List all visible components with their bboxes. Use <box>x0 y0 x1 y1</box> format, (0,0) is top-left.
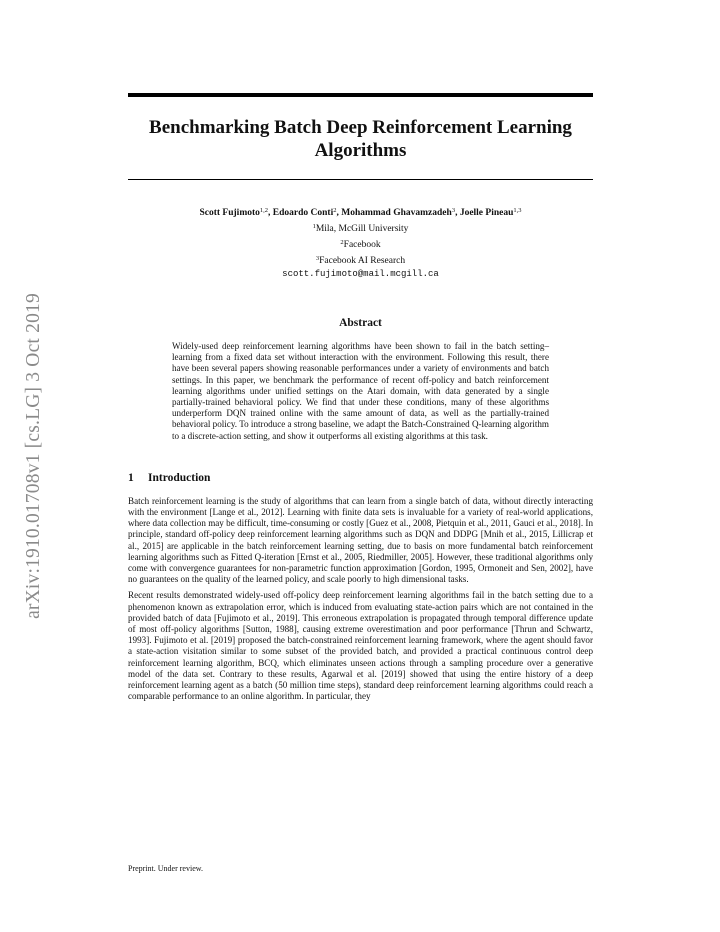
section-heading-introduction <box>128 472 593 484</box>
author-name: Scott Fujimoto <box>199 208 260 218</box>
arxiv-identifier-text: arXiv:1910.01708v1 [cs.LG] 3 Oct 2019 <box>23 293 45 619</box>
title-top-rule <box>128 93 593 97</box>
author-name: Edoardo Conti <box>272 208 334 218</box>
arxiv-identifier-stamp <box>20 256 48 656</box>
affiliation-line <box>128 220 593 236</box>
author-affiliation-marker: 1,2 <box>259 207 269 214</box>
author-affiliation-marker: 1,3 <box>513 207 522 214</box>
abstract-heading: Abstract <box>339 317 382 329</box>
author-block <box>128 204 593 281</box>
section-number: 1 <box>128 471 134 484</box>
paper-page <box>128 93 593 702</box>
title-bottom-rule <box>128 179 593 180</box>
preprint-footer: Preprint. Under review. <box>128 864 204 873</box>
affiliation-marker: 1 <box>312 223 316 230</box>
author-name: Joelle Pineau <box>459 208 514 218</box>
affiliation-marker: 3 <box>315 255 320 262</box>
affiliation-line <box>128 236 593 252</box>
author-affiliation-marker: 3 <box>451 207 456 214</box>
body-paragraph: Batch reinforcement learning is the study of algorithms that can learn from a single batch of data, without directly interacting with the environment [Lange et al., 2012]. Learning with finite data sets is invaluable for a variety of real-world applications, where data collection may be difficult, time-consuming or costly [Guez et al., 2008, Pietquin et al., 2011, Gauci et al., 2018]. In principle, standard off-policy deep reinforcement learning algorithms such as DQN and DDPG [Mnih et al., 2015, Lillicrap et al., 2015] are applicable in the batch reinforcement learning setting, due to basis on more fundamental batch reinforcement learning algorithms such as Fitted Q-iteration [Ernst et al., 2005, Riedmiller, 2005]. However, these traditional algorithms only come with convergence guarantees for non-parametric function approximation [Gordon, 1995, Ormoneit and Sen, 2002], have no guarantees on the quality of the learned policy, and scale poorly to high dimensional tasks. <box>128 495 593 585</box>
section-title: Introduction <box>148 471 211 484</box>
affiliation-line <box>128 252 593 268</box>
affiliation-text: Facebook <box>343 240 381 250</box>
abstract-text: Widely-used deep reinforcement learning algorithms have been shown to fail in the batch setting–learning from a fixed data set without interaction with the environment. Following this result, there have been several papers showing reasonable performances under a variety of environments and batch settings. In this paper, we benchmark the performance of recent off-policy and batch reinforcement learning algorithms under unified settings on the Atari domain, with data generated by a single partially-trained behavioral policy. We find that under these conditions, many of these algorithms underperform DQN trained online with the same amount of data, as well as the partially-trained behavioral policy. To introduce a strong baseline, we adapt the Batch-Constrained Q-learning algorithm to a discrete-action setting, and show it outperforms all existing algorithms at this task. <box>172 341 549 441</box>
affiliation-text: Mila, McGill University <box>315 224 409 234</box>
author-affiliation-marker: 2 <box>333 207 337 214</box>
contact-email: scott.fujimoto@mail.mcgill.ca <box>282 269 439 279</box>
affiliation-text: Facebook AI Research <box>319 256 406 266</box>
author-name: Mohammad Ghavamzadeh <box>341 208 452 218</box>
author-list: Scott Fujimoto$^{1,2}$, Edoardo Conti$^2$, Mohammad Ghavamzadeh$^3$, Joelle Pineau$^{1,3}$ <box>199 207 522 218</box>
body-paragraph: Recent results demonstrated widely-used off-policy deep reinforcement learning algorithms fail in the batch setting due to a phenomenon known as extrapolation error, which is induced from evaluating state-action pairs which are not contained in the provided batch of data [Fujimoto et al., 2019]. This erroneous extrapolation is propagated through temporal difference update of most off-policy algorithms [Sutton, 1988], causing extreme overestimation and poor performance [Thrun and Schwartz, 1993]. Fujimoto et al. [2019] proposed the batch-constrained reinforcement learning framework, where the agent should favor a state-action visitation similar to some subset of the provided batch, and provided a practical continuous control deep reinforcement learning algorithm, BCQ, which eliminates unseen actions through a sampling procedure over a generative model of the data set. Contrary to these results, Agarwal et al. [2019] showed that using the entire history of a deep reinforcement learning agent as a batch (50 million time steps), standard deep reinforcement learning algorithms could reach a comparable performance to an online algorithm. In particular, they <box>128 590 593 702</box>
affiliation-marker: 2 <box>340 239 344 246</box>
paper-title: Benchmarking Batch Deep Reinforcement Learning Algorithms <box>149 117 572 161</box>
